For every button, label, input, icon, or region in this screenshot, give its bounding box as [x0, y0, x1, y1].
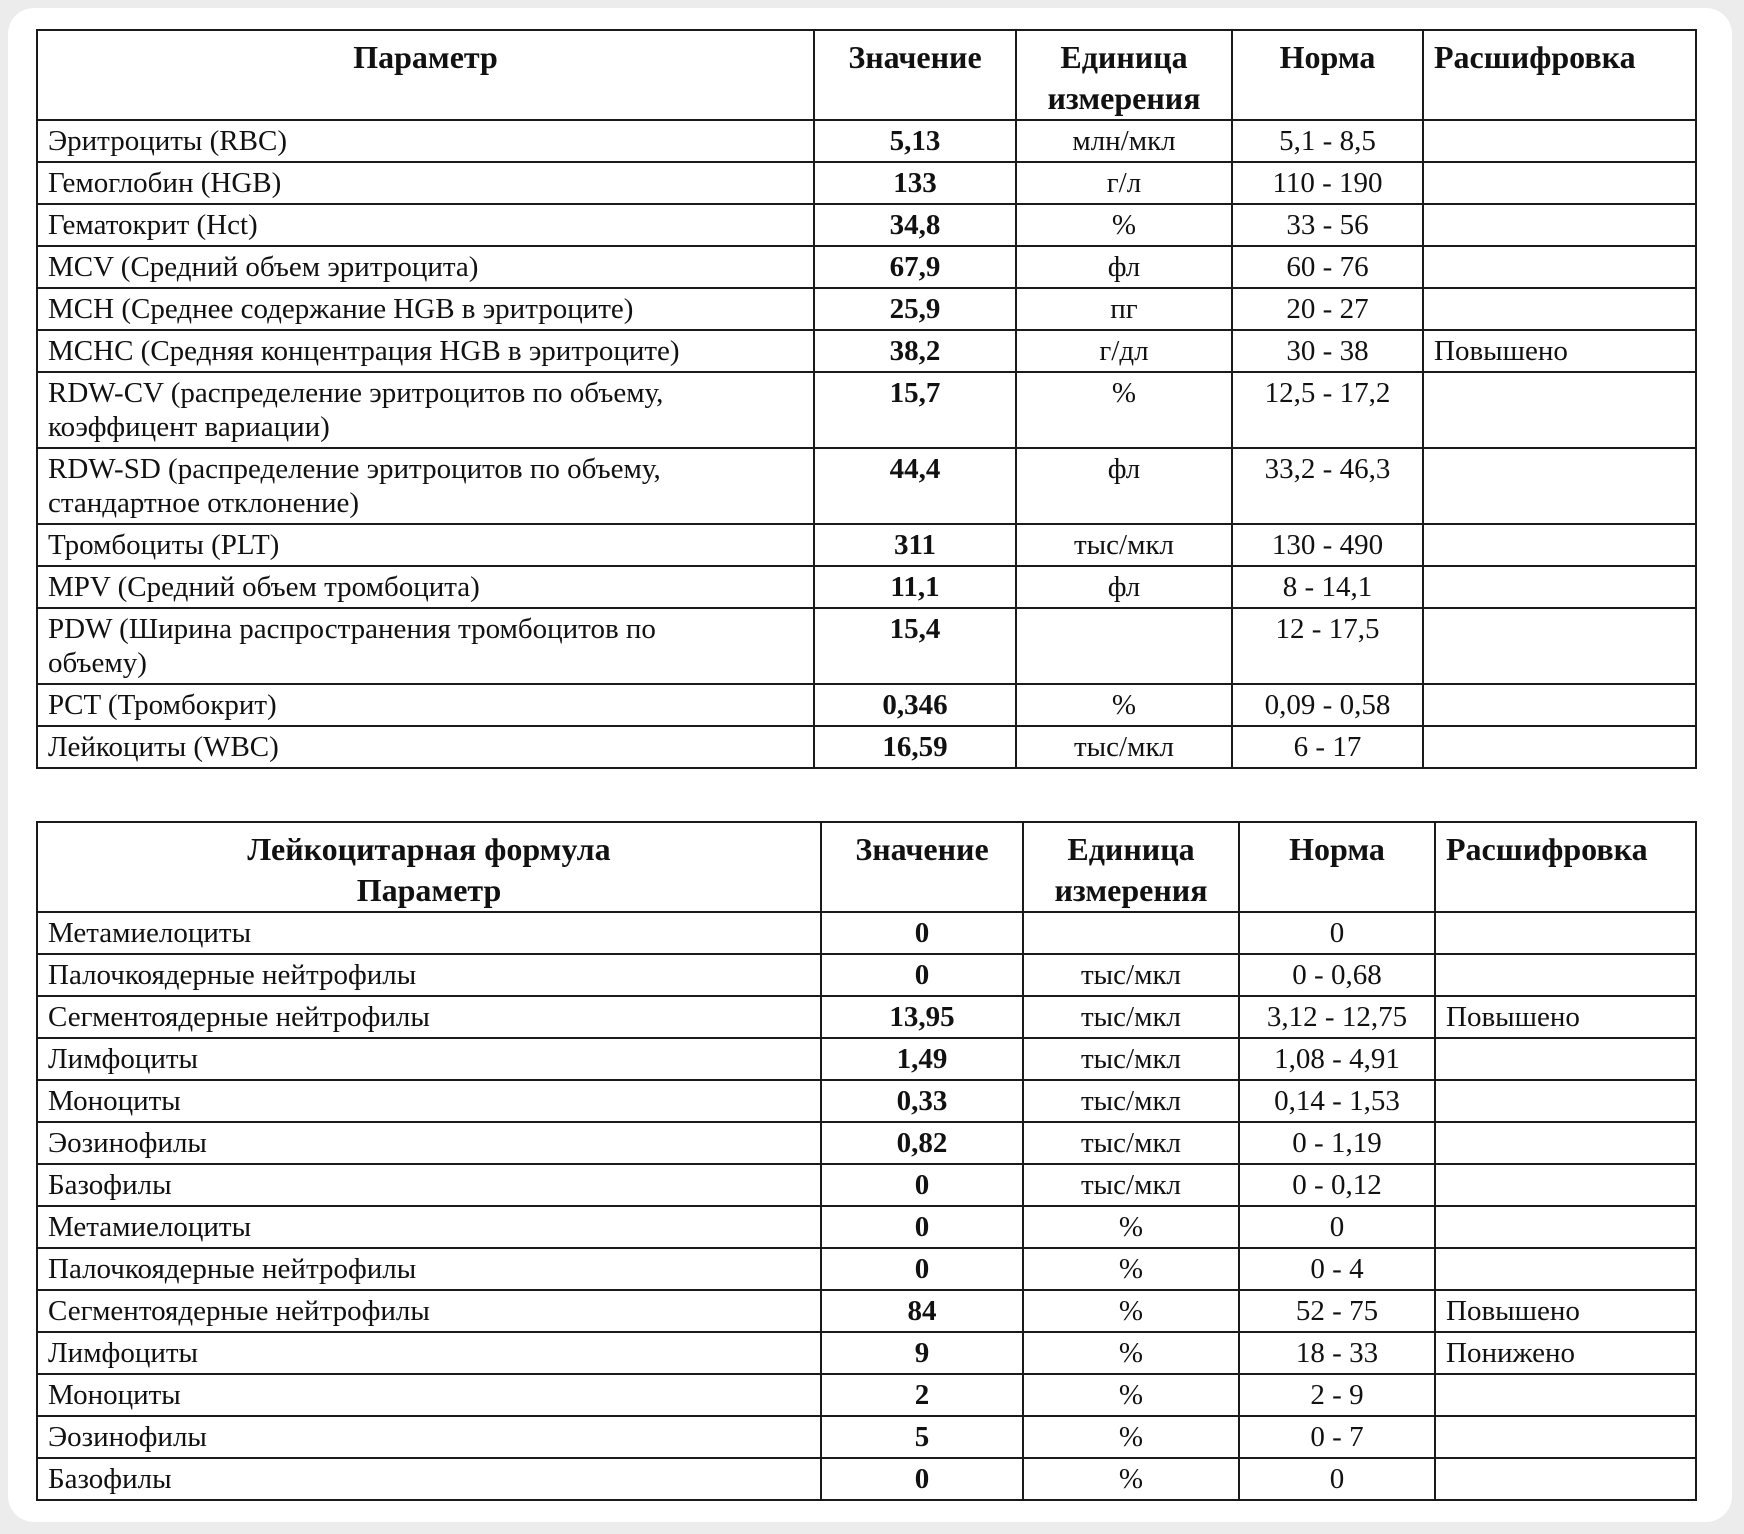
unit-cell: %: [1023, 1458, 1239, 1500]
table-row: [37, 1122, 1696, 1164]
table-row: [37, 372, 1696, 448]
param-cell: Метамиелоциты: [37, 1206, 821, 1248]
decode-cell: [1423, 684, 1696, 726]
unit-cell: пг: [1016, 288, 1232, 330]
norm-cell: 0 - 0,12: [1239, 1164, 1435, 1206]
decode-cell: [1423, 246, 1696, 288]
table-row: [37, 1458, 1696, 1500]
table-row: [37, 1416, 1696, 1458]
value-cell: 9: [821, 1332, 1023, 1374]
table-row: [37, 120, 1696, 162]
decode-cell: [1423, 120, 1696, 162]
unit-cell: тыс/мкл: [1023, 1122, 1239, 1164]
unit-cell: млн/мкл: [1016, 120, 1232, 162]
norm-cell: 1,08 - 4,91: [1239, 1038, 1435, 1080]
unit-cell: тыс/мкл: [1023, 1038, 1239, 1080]
norm-cell: 0,09 - 0,58: [1232, 684, 1423, 726]
table-row: [37, 524, 1696, 566]
decode-cell: Повышено: [1435, 996, 1696, 1038]
decode-cell: [1423, 288, 1696, 330]
decode-cell: Повышено: [1423, 330, 1696, 372]
unit-cell: %: [1016, 204, 1232, 246]
unit-cell: тыс/мкл: [1016, 726, 1232, 768]
param-cell: Палочкоядерные нейтрофилы: [37, 954, 821, 996]
param-cell: Базофилы: [37, 1458, 821, 1500]
unit-cell: тыс/мкл: [1023, 1080, 1239, 1122]
table-row: [37, 1164, 1696, 1206]
unit-cell: тыс/мкл: [1016, 524, 1232, 566]
param-cell: Метамиелоциты: [37, 912, 821, 954]
unit-cell: %: [1023, 1416, 1239, 1458]
unit-cell: [1023, 912, 1239, 954]
param-cell: Тромбоциты (PLT): [37, 524, 814, 566]
header-unit: [1023, 822, 1239, 912]
unit-cell: %: [1023, 1332, 1239, 1374]
unit-cell: тыс/мкл: [1023, 954, 1239, 996]
param-cell: Сегментоядерные нейтрофилы: [37, 1290, 821, 1332]
param-line2: объему): [48, 647, 147, 679]
header-param-line2: Параметр: [356, 872, 502, 908]
decode-cell: [1435, 1122, 1696, 1164]
norm-cell: 33,2 - 46,3: [1232, 448, 1423, 524]
table-row: [37, 246, 1696, 288]
norm-cell: 30 - 38: [1232, 330, 1423, 372]
norm-cell: 5,1 - 8,5: [1232, 120, 1423, 162]
value-cell: 0: [821, 912, 1023, 954]
norm-cell: 20 - 27: [1232, 288, 1423, 330]
value-cell: 5,13: [814, 120, 1016, 162]
norm-cell: 0 - 4: [1239, 1248, 1435, 1290]
table-row: [37, 330, 1696, 372]
value-cell: 67,9: [814, 246, 1016, 288]
header-unit-line2: измерения: [1054, 872, 1208, 908]
param-line1: RDW-CV (распределение эритроцитов по объему,: [48, 377, 664, 409]
param-line1: PDW (Ширина распространения тромбоцитов по: [48, 613, 656, 645]
header-param: [37, 822, 821, 912]
unit-cell: тыс/мкл: [1023, 1164, 1239, 1206]
header-unit-line1: Единица: [1060, 39, 1188, 75]
header-unit: [1016, 30, 1232, 120]
value-cell: 84: [821, 1290, 1023, 1332]
norm-cell: 33 - 56: [1232, 204, 1423, 246]
unit-cell: %: [1023, 1290, 1239, 1332]
param-cell: MPV (Средний объем тромбоцита): [37, 566, 814, 608]
header-norm: Норма: [1239, 822, 1435, 912]
param-cell: Базофилы: [37, 1164, 821, 1206]
decode-cell: [1423, 162, 1696, 204]
decode-cell: [1423, 726, 1696, 768]
table-row: [37, 288, 1696, 330]
value-cell: 0: [821, 1164, 1023, 1206]
param-cell: MCV (Средний объем эритроцита): [37, 246, 814, 288]
param-cell: [37, 448, 814, 524]
decode-cell: [1423, 524, 1696, 566]
decode-cell: [1435, 1080, 1696, 1122]
param-cell: MCHC (Средняя концентрация HGB в эритроците): [37, 330, 814, 372]
norm-cell: 0: [1239, 912, 1435, 954]
norm-cell: 0,14 - 1,53: [1239, 1080, 1435, 1122]
value-cell: 44,4: [814, 448, 1016, 524]
param-cell: Эозинофилы: [37, 1416, 821, 1458]
param-cell: Моноциты: [37, 1374, 821, 1416]
param-cell: Эозинофилы: [37, 1122, 821, 1164]
param-cell: Эритроциты (RBC): [37, 120, 814, 162]
norm-cell: 0 - 1,19: [1239, 1122, 1435, 1164]
table-header-row: [37, 30, 1696, 120]
unit-cell: %: [1016, 372, 1232, 448]
table-row: [37, 684, 1696, 726]
norm-cell: 0 - 0,68: [1239, 954, 1435, 996]
unit-cell: [1016, 608, 1232, 684]
value-cell: 0,33: [821, 1080, 1023, 1122]
param-cell: Моноциты: [37, 1080, 821, 1122]
header-value: Значение: [814, 30, 1016, 120]
header-value: Значение: [821, 822, 1023, 912]
table-row: [37, 608, 1696, 684]
unit-cell: фл: [1016, 246, 1232, 288]
value-cell: 5: [821, 1416, 1023, 1458]
unit-cell: %: [1016, 684, 1232, 726]
param-line2: коэффицент вариации): [48, 411, 330, 443]
table-row: [37, 996, 1696, 1038]
value-cell: 0,82: [821, 1122, 1023, 1164]
table-row: [37, 1290, 1696, 1332]
norm-cell: 0 - 7: [1239, 1416, 1435, 1458]
table-header-row: [37, 822, 1696, 912]
unit-cell: г/л: [1016, 162, 1232, 204]
param-cell: Гематокрит (Hct): [37, 204, 814, 246]
value-cell: 15,4: [814, 608, 1016, 684]
blood-test-table: [36, 29, 1697, 769]
value-cell: 13,95: [821, 996, 1023, 1038]
value-cell: 16,59: [814, 726, 1016, 768]
norm-cell: 52 - 75: [1239, 1290, 1435, 1332]
header-unit-line2: измерения: [1047, 80, 1201, 116]
decode-cell: [1423, 204, 1696, 246]
unit-cell: г/дл: [1016, 330, 1232, 372]
decode-cell: [1435, 1164, 1696, 1206]
norm-cell: 60 - 76: [1232, 246, 1423, 288]
value-cell: 38,2: [814, 330, 1016, 372]
header-param: Параметр: [37, 30, 814, 120]
header-decode: Расшифровка: [1435, 822, 1696, 912]
header-decode: Расшифровка: [1423, 30, 1696, 120]
value-cell: 0: [821, 1248, 1023, 1290]
param-cell: MCH (Среднее содержание HGB в эритроците): [37, 288, 814, 330]
header-unit-line1: Единица: [1067, 831, 1195, 867]
value-cell: 0: [821, 1458, 1023, 1500]
header-param-line1: Лейкоцитарная формула: [247, 831, 611, 867]
table-row: [37, 1038, 1696, 1080]
decode-cell: [1435, 1038, 1696, 1080]
table-row: [37, 1080, 1696, 1122]
table-row: [37, 566, 1696, 608]
norm-cell: 0: [1239, 1206, 1435, 1248]
value-cell: 0: [821, 1206, 1023, 1248]
norm-cell: 2 - 9: [1239, 1374, 1435, 1416]
decode-cell: [1423, 608, 1696, 684]
norm-cell: 130 - 490: [1232, 524, 1423, 566]
decode-cell: [1423, 448, 1696, 524]
leukocyte-formula-table: [36, 821, 1697, 1501]
table-row: [37, 204, 1696, 246]
table-row: [37, 448, 1696, 524]
norm-cell: 6 - 17: [1232, 726, 1423, 768]
decode-cell: [1435, 1248, 1696, 1290]
param-line1: RDW-SD (распределение эритроцитов по объему,: [48, 453, 661, 485]
norm-cell: 0: [1239, 1458, 1435, 1500]
decode-cell: [1423, 372, 1696, 448]
unit-cell: %: [1023, 1206, 1239, 1248]
decode-cell: [1435, 1206, 1696, 1248]
decode-cell: [1435, 912, 1696, 954]
value-cell: 311: [814, 524, 1016, 566]
param-cell: [37, 372, 814, 448]
norm-cell: 18 - 33: [1239, 1332, 1435, 1374]
param-cell: Гемоглобин (HGB): [37, 162, 814, 204]
decode-cell: [1435, 1416, 1696, 1458]
norm-cell: 8 - 14,1: [1232, 566, 1423, 608]
value-cell: 25,9: [814, 288, 1016, 330]
value-cell: 133: [814, 162, 1016, 204]
decode-cell: [1435, 1458, 1696, 1500]
table-row: [37, 1206, 1696, 1248]
unit-cell: тыс/мкл: [1023, 996, 1239, 1038]
table-row: [37, 162, 1696, 204]
unit-cell: фл: [1016, 448, 1232, 524]
value-cell: 11,1: [814, 566, 1016, 608]
table-row: [37, 1248, 1696, 1290]
value-cell: 0: [821, 954, 1023, 996]
unit-cell: фл: [1016, 566, 1232, 608]
table-row: [37, 912, 1696, 954]
header-norm: Норма: [1232, 30, 1423, 120]
value-cell: 1,49: [821, 1038, 1023, 1080]
decode-cell: [1435, 1374, 1696, 1416]
table-row: [37, 726, 1696, 768]
table-row: [37, 954, 1696, 996]
norm-cell: 12 - 17,5: [1232, 608, 1423, 684]
value-cell: 15,7: [814, 372, 1016, 448]
decode-cell: Повышено: [1435, 1290, 1696, 1332]
param-cell: Сегментоядерные нейтрофилы: [37, 996, 821, 1038]
param-cell: Палочкоядерные нейтрофилы: [37, 1248, 821, 1290]
param-cell: Лимфоциты: [37, 1038, 821, 1080]
unit-cell: %: [1023, 1374, 1239, 1416]
table-row: [37, 1332, 1696, 1374]
param-cell: PCT (Тромбокрит): [37, 684, 814, 726]
param-cell: Лимфоциты: [37, 1332, 821, 1374]
param-cell: [37, 608, 814, 684]
table-row: [37, 1374, 1696, 1416]
norm-cell: 110 - 190: [1232, 162, 1423, 204]
decode-cell: [1423, 566, 1696, 608]
value-cell: 0,346: [814, 684, 1016, 726]
value-cell: 34,8: [814, 204, 1016, 246]
param-line2: стандартное отклонение): [48, 487, 360, 519]
param-cell: Лейкоциты (WBC): [37, 726, 814, 768]
unit-cell: %: [1023, 1248, 1239, 1290]
decode-cell: Понижено: [1435, 1332, 1696, 1374]
norm-cell: 12,5 - 17,2: [1232, 372, 1423, 448]
value-cell: 2: [821, 1374, 1023, 1416]
decode-cell: [1435, 954, 1696, 996]
norm-cell: 3,12 - 12,75: [1239, 996, 1435, 1038]
